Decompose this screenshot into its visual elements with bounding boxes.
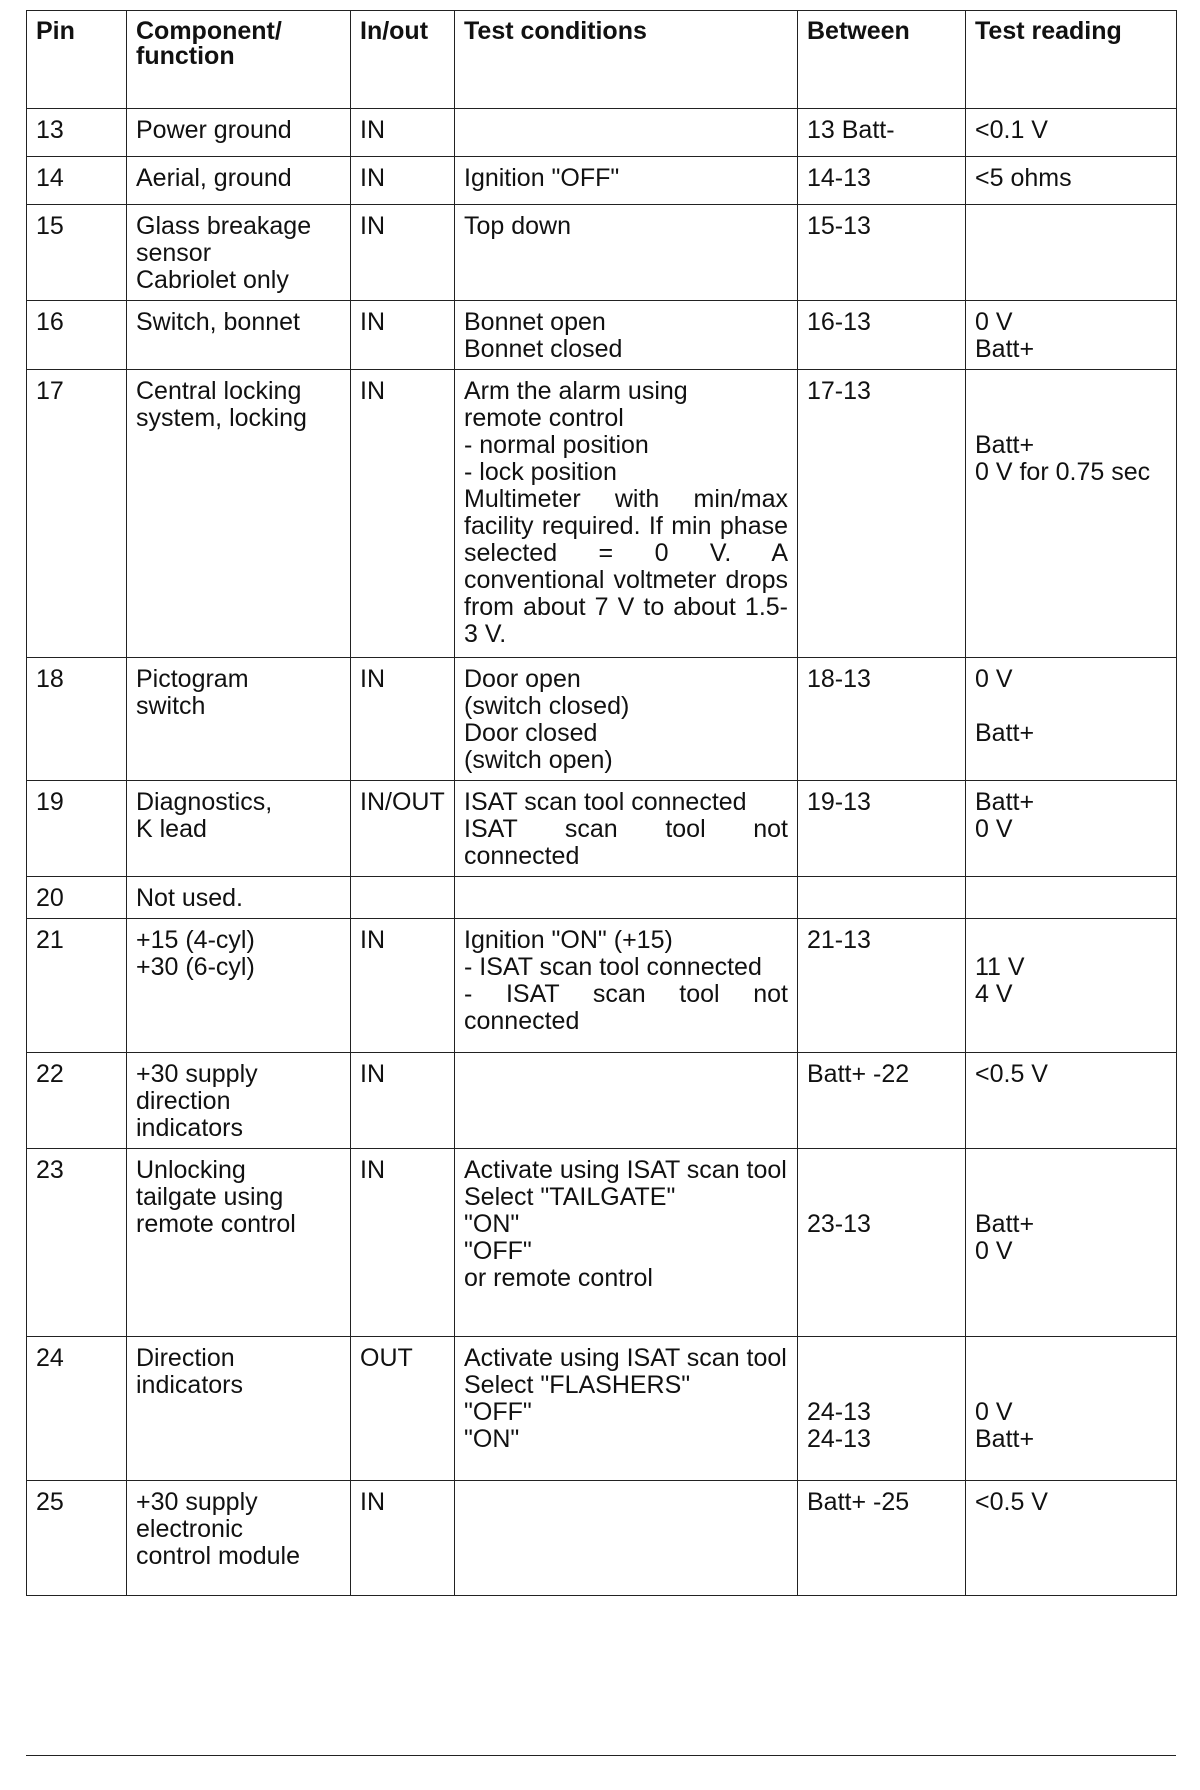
inout-cell: IN: [351, 1149, 455, 1337]
component-cell: [127, 919, 351, 1053]
conditions-line: - ISAT scan tool not connected: [464, 980, 788, 1035]
reading-line: [975, 1157, 1167, 1184]
inout-cell: IN/OUT: [351, 781, 455, 877]
component-line: K lead: [136, 815, 207, 843]
pin-cell: 23: [27, 1149, 127, 1337]
component-line: Unlocking: [136, 1156, 246, 1184]
inout-cell: IN: [351, 919, 455, 1053]
component-line: indicators: [136, 1371, 243, 1399]
conditions-line: - lock position: [464, 458, 617, 486]
conditions-line: Bonnet closed: [464, 335, 623, 363]
conditions-cell: [455, 301, 798, 370]
inout-cell: IN: [351, 1053, 455, 1149]
reading-cell: [966, 1481, 1177, 1596]
inout-cell: [351, 877, 455, 919]
reading-cell: [966, 301, 1177, 370]
table-row: [27, 781, 1177, 877]
conditions-line: Bonnet open: [464, 308, 606, 336]
conditions-cell: [455, 109, 798, 157]
header-component: Component/ function: [127, 11, 351, 109]
reading-line: <0.5 V: [975, 1488, 1048, 1516]
inout-cell: IN: [351, 109, 455, 157]
reading-line: 11 V: [975, 953, 1025, 981]
component-line: Central locking: [136, 377, 302, 405]
header-inout: In/out: [351, 11, 455, 109]
pin-cell: 18: [27, 658, 127, 781]
reading-cell: [966, 109, 1177, 157]
between-line: 24-13: [807, 1425, 871, 1453]
conditions-line: Ignition "ON" (+15): [464, 926, 673, 954]
between-cell: [798, 205, 966, 301]
component-line: remote control: [136, 1210, 296, 1238]
between-line: [807, 1372, 956, 1399]
reading-line: <0.1 V: [975, 116, 1048, 144]
table-row: [27, 877, 1177, 919]
inout-cell: IN: [351, 157, 455, 205]
reading-line: 0 V for 0.75 sec: [975, 458, 1151, 486]
component-line: Switch, bonnet: [136, 308, 300, 336]
between-line: 16-13: [807, 308, 871, 336]
reading-line: Batt+: [975, 335, 1035, 363]
table-row: [27, 1149, 1177, 1337]
inout-cell: OUT: [351, 1337, 455, 1481]
reading-cell: [966, 1149, 1177, 1337]
conditions-line: Activate using ISAT scan tool: [464, 1156, 787, 1184]
inout-cell: IN: [351, 205, 455, 301]
between-line: 15-13: [807, 212, 871, 240]
between-cell: [798, 301, 966, 370]
pin-cell: 13: [27, 109, 127, 157]
pin-cell: 24: [27, 1337, 127, 1481]
table-row: [27, 1337, 1177, 1481]
conditions-line: - normal position: [464, 431, 649, 459]
conditions-line: "ON": [464, 1425, 520, 1453]
conditions-cell: [455, 1481, 798, 1596]
conditions-line: Activate using ISAT scan tool: [464, 1344, 787, 1372]
between-line: 24-13: [807, 1398, 871, 1426]
reading-line: [975, 927, 1167, 954]
reading-line: Batt+: [975, 431, 1035, 459]
component-line: +30 supply: [136, 1488, 258, 1516]
inout-cell: IN: [351, 301, 455, 370]
header-pin: Pin: [27, 11, 127, 109]
conditions-cell: [455, 781, 798, 877]
reading-line: 0 V: [975, 1398, 1013, 1426]
pin-cell: 20: [27, 877, 127, 919]
between-line: 21-13: [807, 926, 871, 954]
reading-line: <5 ohms: [975, 164, 1072, 192]
between-line: [807, 1184, 956, 1211]
component-cell: [127, 301, 351, 370]
conditions-line: Arm the alarm using: [464, 377, 688, 405]
table-row: [27, 919, 1177, 1053]
between-cell: [798, 877, 966, 919]
conditions-line: (switch open): [464, 746, 613, 774]
between-line: Batt+ -25: [807, 1488, 910, 1516]
between-cell: [798, 1053, 966, 1149]
between-cell: [798, 157, 966, 205]
conditions-cell: [455, 1149, 798, 1337]
pin-cell: 25: [27, 1481, 127, 1596]
component-line: electronic: [136, 1515, 243, 1543]
reading-cell: [966, 781, 1177, 877]
conditions-cell: [455, 919, 798, 1053]
conditions-cell: [455, 205, 798, 301]
conditions-line: remote control: [464, 404, 624, 432]
between-line: 14-13: [807, 164, 871, 192]
component-cell: [127, 370, 351, 658]
component-cell: [127, 157, 351, 205]
conditions-line: "ON": [464, 1210, 520, 1238]
header-test-conditions: Test conditions: [455, 11, 798, 109]
reading-line: Batt+: [975, 788, 1035, 816]
table-row: [27, 301, 1177, 370]
conditions-line: Door open: [464, 665, 581, 693]
component-line: Glass breakage: [136, 212, 312, 240]
header-row: [27, 11, 1177, 109]
component-line: switch: [136, 692, 206, 720]
conditions-line: Top down: [464, 212, 572, 240]
reading-line: 4 V: [975, 980, 1013, 1008]
reading-line: 0 V: [975, 665, 1013, 693]
reading-line: [975, 1372, 1167, 1399]
conditions-cell: [455, 1053, 798, 1149]
component-line: Aerial, ground: [136, 164, 292, 192]
table-body: [27, 109, 1177, 1596]
component-line: Cabriolet only: [136, 266, 289, 294]
component-cell: [127, 781, 351, 877]
component-cell: [127, 109, 351, 157]
reading-cell: [966, 1053, 1177, 1149]
reading-line: [975, 405, 1167, 432]
conditions-line: Multimeter with min/max facility required. If min phase selected = 0 V. A conventional voltmeter drops from about 7 V to about 1.5-3 V.: [464, 485, 788, 648]
conditions-line: ISAT scan tool not connected: [464, 815, 788, 870]
pin-cell: 19: [27, 781, 127, 877]
table-row: [27, 658, 1177, 781]
between-line: Batt+ -22: [807, 1060, 910, 1088]
reading-cell: [966, 205, 1177, 301]
between-cell: [798, 919, 966, 1053]
component-line: Diagnostics,: [136, 788, 273, 816]
between-line: [807, 1157, 956, 1184]
pin-cell: 16: [27, 301, 127, 370]
table-row: [27, 157, 1177, 205]
conditions-cell: [455, 157, 798, 205]
component-line: sensor: [136, 239, 212, 267]
reading-cell: [966, 1337, 1177, 1481]
component-cell: [127, 1053, 351, 1149]
conditions-line: Select "FLASHERS": [464, 1371, 691, 1399]
table-row: [27, 370, 1177, 658]
conditions-line: Door closed: [464, 719, 598, 747]
component-line: indicators: [136, 1114, 243, 1142]
table-bottom-rule: [26, 1755, 1176, 1756]
component-line: +30 (6-cyl): [136, 953, 255, 981]
between-cell: [798, 658, 966, 781]
between-line: 17-13: [807, 377, 871, 405]
pin-cell: 14: [27, 157, 127, 205]
table-row: [27, 109, 1177, 157]
reading-line: Batt+: [975, 719, 1035, 747]
pin-cell: 15: [27, 205, 127, 301]
between-line: [807, 1345, 956, 1372]
conditions-line: - ISAT scan tool connected: [464, 953, 762, 981]
header-between: Between: [798, 11, 966, 109]
conditions-line: ISAT scan tool connected: [464, 788, 747, 816]
between-cell: [798, 1337, 966, 1481]
reading-line: [975, 1184, 1167, 1211]
pin-cell: 17: [27, 370, 127, 658]
component-cell: [127, 205, 351, 301]
pin-cell: 22: [27, 1053, 127, 1149]
reading-line: <0.5 V: [975, 1060, 1048, 1088]
reading-line: [975, 1345, 1167, 1372]
between-line: 23-13: [807, 1210, 871, 1238]
between-line: 13 Batt-: [807, 116, 895, 144]
component-line: control module: [136, 1542, 300, 1570]
inout-cell: IN: [351, 658, 455, 781]
component-line: +30 supply: [136, 1060, 258, 1088]
conditions-line: Ignition "OFF": [464, 164, 620, 192]
component-line: tailgate using: [136, 1183, 284, 1211]
component-line: direction: [136, 1087, 231, 1115]
reading-line: 0 V: [975, 815, 1013, 843]
between-cell: [798, 1149, 966, 1337]
conditions-cell: [455, 658, 798, 781]
reading-cell: [966, 658, 1177, 781]
conditions-line: (switch closed): [464, 692, 630, 720]
reading-cell: [966, 370, 1177, 658]
reading-line: [975, 693, 1167, 720]
conditions-line: Select "TAILGATE": [464, 1183, 676, 1211]
reading-line: Batt+: [975, 1210, 1035, 1238]
reading-line: 0 V: [975, 308, 1013, 336]
reading-line: 0 V: [975, 1237, 1013, 1265]
between-cell: [798, 109, 966, 157]
conditions-cell: [455, 370, 798, 658]
component-line: system, locking: [136, 404, 307, 432]
reading-cell: [966, 157, 1177, 205]
between-line: 18-13: [807, 665, 871, 693]
component-cell: [127, 1149, 351, 1337]
conditions-cell: [455, 877, 798, 919]
component-cell: [127, 1481, 351, 1596]
conditions-line: "OFF": [464, 1398, 532, 1426]
pin-test-table: [26, 10, 1177, 1596]
conditions-line: or remote control: [464, 1264, 653, 1292]
pin-cell: 21: [27, 919, 127, 1053]
between-cell: [798, 1481, 966, 1596]
component-line: +15 (4-cyl): [136, 926, 255, 954]
component-line: Pictogram: [136, 665, 249, 693]
inout-cell: IN: [351, 370, 455, 658]
reading-cell: [966, 877, 1177, 919]
table-row: [27, 1053, 1177, 1149]
table-row: [27, 205, 1177, 301]
reading-line: Batt+: [975, 1425, 1035, 1453]
inout-cell: IN: [351, 1481, 455, 1596]
reading-line: [975, 378, 1167, 405]
component-cell: [127, 1337, 351, 1481]
component-cell: [127, 658, 351, 781]
component-line: Direction: [136, 1344, 235, 1372]
between-line: 19-13: [807, 788, 871, 816]
conditions-line: "OFF": [464, 1237, 532, 1265]
reading-cell: [966, 919, 1177, 1053]
table-row: [27, 1481, 1177, 1596]
header-test-reading: Test reading: [966, 11, 1177, 109]
between-cell: [798, 370, 966, 658]
between-cell: [798, 781, 966, 877]
component-cell: [127, 877, 351, 919]
conditions-cell: [455, 1337, 798, 1481]
component-line: Power ground: [136, 116, 292, 144]
component-line: Not used.: [136, 884, 244, 912]
